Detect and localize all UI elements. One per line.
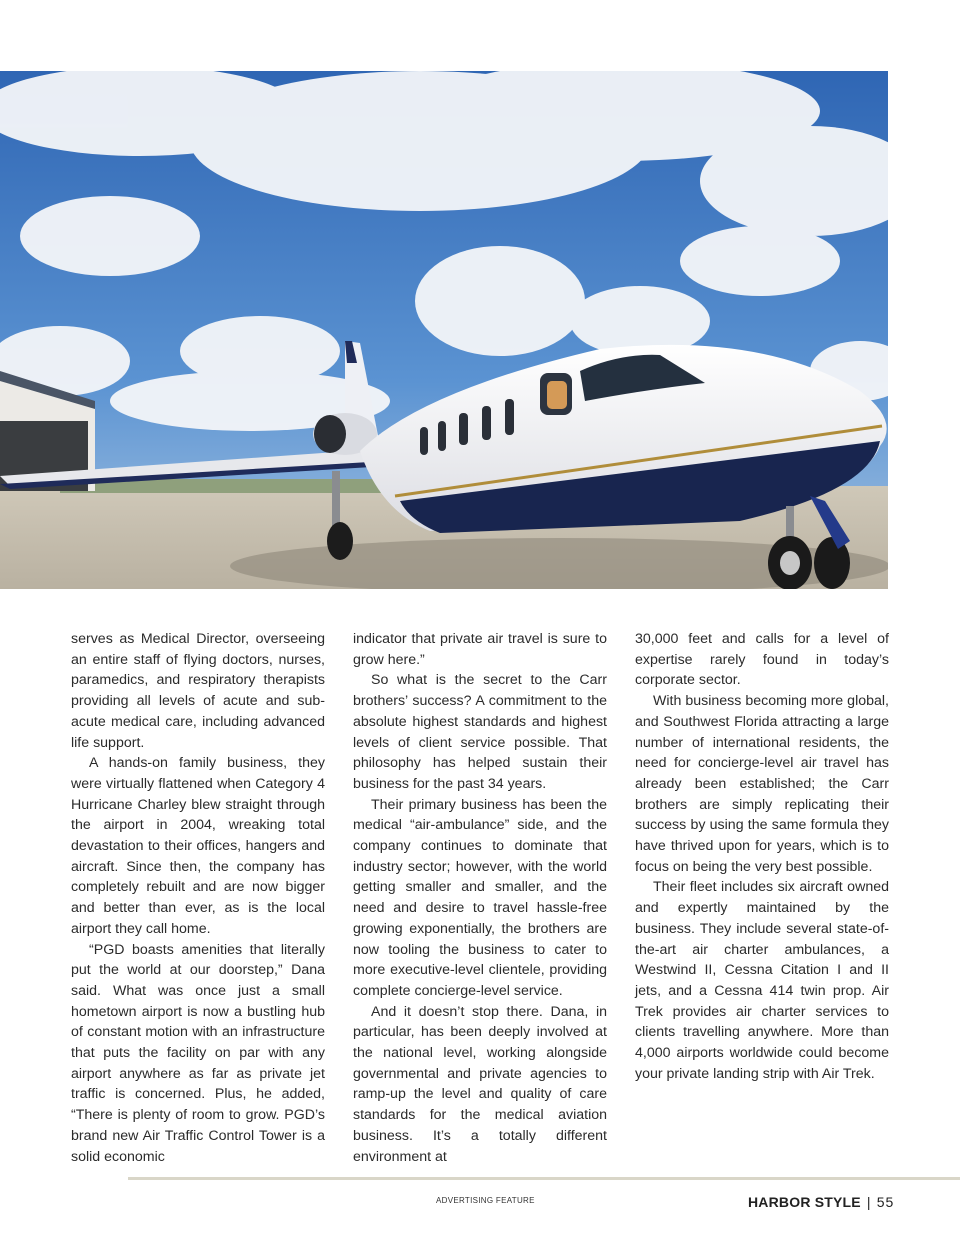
article-column-1 xyxy=(71,629,325,1167)
paragraph: Their fleet includes six aircraft owned and expertly maintained by the business. They include several state-of-the-art air charter ambulances, a Westwind II, Cessna Citation I and II jets, and a Cessna 414 twin prop. Air Trek provides air charter services to clients travelling anywhere. More than 4,000 airports worldwide could become your private landing strip with Air Trek. xyxy=(635,879,889,1082)
footer-rule xyxy=(128,1177,960,1180)
folio-separator: | xyxy=(866,1194,871,1210)
paragraph: With business becoming more global, and Southwest Florida attracting a large number of international residents, the need for concierge-level air travel has already been established; the Carr brothers are simply replicating their success by using the same formula they have thrived upon for years, which is to focus on being the very best possible. xyxy=(635,693,889,875)
article-column-3 xyxy=(635,629,889,1084)
paragraph: indicator that private air travel is sure to grow here.” xyxy=(353,631,607,668)
paragraph: And it doesn’t stop there. Dana, in particular, has been deeply involved at the national level, working alongside governmental and private agencies to ramp-up the level and quality of care standards for the medical aviation business. It’s a totally different environment at xyxy=(353,1003,607,1165)
advertising-feature-label: ADVERTISING FEATURE xyxy=(436,1196,535,1205)
paragraph: 30,000 feet and calls for a level of expertise rarely found in today’s corporate sector. xyxy=(635,631,889,689)
footer-folio xyxy=(748,1194,894,1210)
paragraph: A hands-on family business, they were virtually flattened when Category 4 Hurricane Charley blew straight through the airport in 2004, wreaking total devastation to their offices, hangers and aircraft. Since then, the company has completely rebuilt and are now bigger and better than ever, as is the local airport they call home. xyxy=(71,755,325,937)
paragraph: So what is the secret to the Carr brothers’ success? A commitment to the absolute highest standards and highest levels of client service possible. That philosophy has helped sustain their business for the past 34 years. xyxy=(353,672,607,792)
article-column-2 xyxy=(353,629,607,1167)
paragraph: Their primary business has been the medical “air-ambulance” side, and the company continues to dominate that industry sector; however, with the world getting smaller and smaller, and the need and desire to travel hassle-free growing exponentially, the brothers are now tooling the business to cater to more executive-level clientele, providing complete concierge-level service. xyxy=(353,796,607,999)
paragraph: serves as Medical Director, overseeing an entire staff of flying doctors, nurses, paramedics, and respiratory therapists providing all levels of acute and sub-acute medical care, including advanced life support. xyxy=(71,631,325,751)
page-number: 55 xyxy=(876,1194,895,1210)
magazine-name: HARBOR STYLE xyxy=(748,1194,861,1210)
jet-photo xyxy=(0,71,888,589)
paragraph: “PGD boasts amenities that literally put the world at our doorstep,” Dana said. What was once just a small hometown airport is now a bustling hub of constant motion with an infrastructure that puts the facility on par with any airport anywhere as far as private jet traffic is concerned. Plus, he added, “There is plenty of room to grow. PGD’s brand new Air Traffic Control Tower is a solid economic xyxy=(71,941,325,1165)
